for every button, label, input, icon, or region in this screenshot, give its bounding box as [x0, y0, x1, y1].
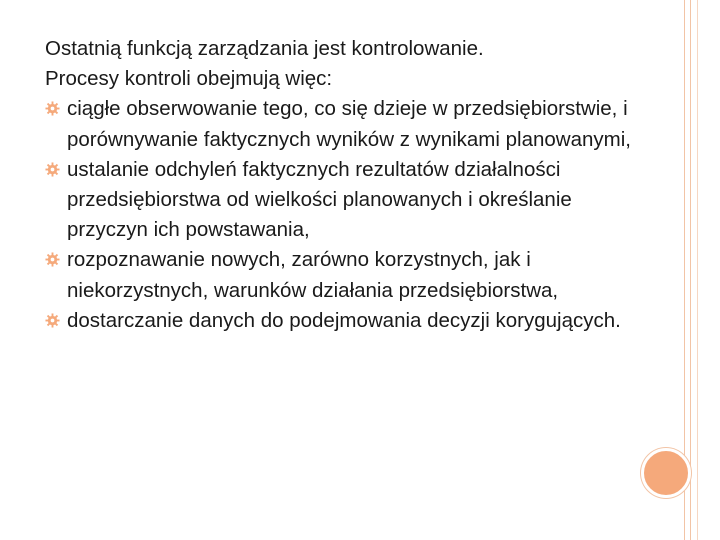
intro-line: Ostatnią funkcją zarządzania jest kontrolowanie. — [45, 37, 484, 60]
list-item-text: dostarczanie danych do podejmowania decyzji korygujących. — [67, 308, 621, 332]
list-item-text: rozpoznawanie nowych, zarówno korzystnych, jak i niekorzystnych, warunków działania przedsiębiorstwa, — [67, 248, 559, 302]
list-item-text: ciągłe obserwowanie tego, co się dzieje w przedsiębiorstwie, i porównywanie faktycznych wyników z wynikami planowanymi, — [67, 97, 631, 151]
list-item — [45, 245, 645, 305]
intro-line: Procesy kontroli obejmują więc: — [45, 67, 333, 91]
slide-body — [45, 34, 645, 336]
gear-icon — [45, 101, 60, 116]
list-item — [45, 306, 645, 336]
list-item — [45, 94, 645, 154]
decorative-rule — [690, 0, 691, 540]
gear-icon — [45, 162, 60, 177]
list-item — [45, 155, 645, 246]
list-item-text: ustalanie odchyleń faktycznych rezultatów działalności przedsiębiorstwa od wielkości planowanych i określanie przyczyn ich powstawania, — [67, 157, 572, 242]
decorative-circle — [641, 448, 691, 498]
gear-icon — [45, 313, 60, 328]
bullet-list — [45, 94, 645, 336]
gear-icon — [45, 252, 60, 267]
decorative-rule — [697, 0, 698, 540]
